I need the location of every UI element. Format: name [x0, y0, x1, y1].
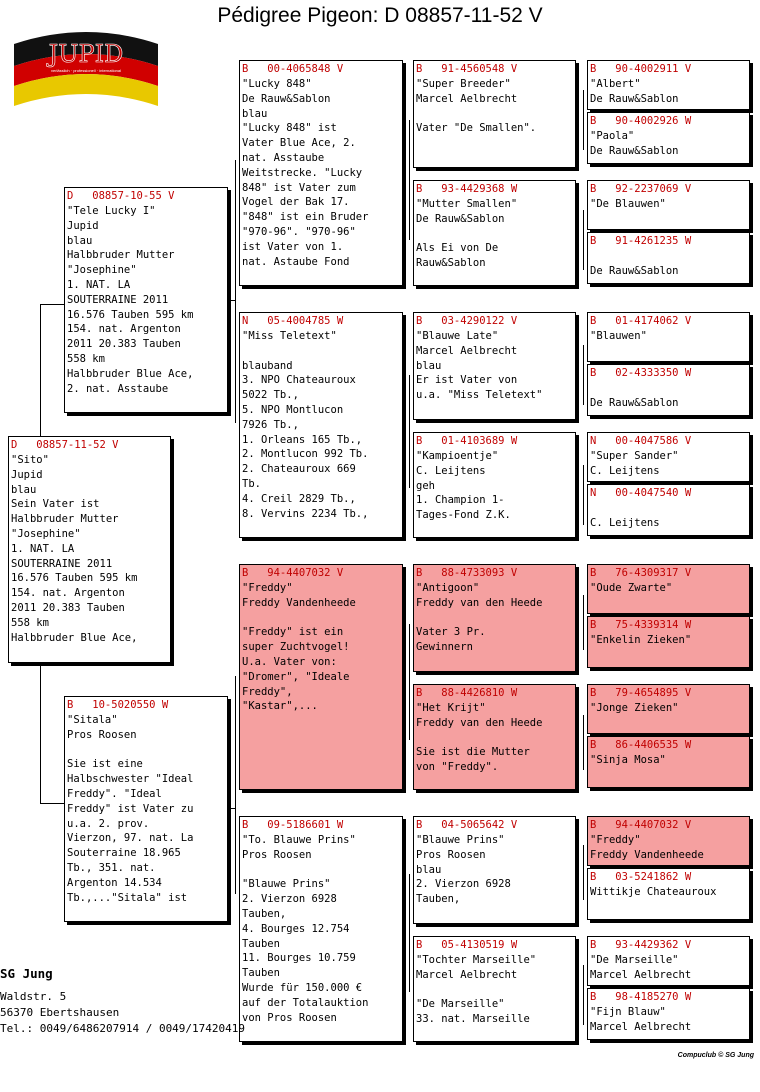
pigeon-card-g5[interactable] — [587, 988, 750, 1040]
ring-number: B 01-4174062 V — [590, 315, 692, 327]
pigeon-card-g5[interactable] — [587, 736, 750, 788]
pigeon-card-g5[interactable] — [587, 312, 750, 362]
pigeon-info-line: "Miss Teletext" — [242, 330, 337, 342]
ring-number: B 03-5241862 W — [590, 871, 692, 883]
pigeon-info-line: auf der Totalauktion — [242, 996, 369, 1009]
pigeon-info-line: De Rauw&Sablon — [590, 92, 679, 105]
pigeon-info-line: Marcel Aelbrecht — [416, 92, 518, 105]
pigeon-info-line: blau — [416, 359, 442, 372]
owner-city: 56370 Ebertshausen — [0, 1006, 120, 1019]
logo-text: JUPID — [48, 40, 124, 68]
pigeon-info-line — [590, 501, 747, 516]
pigeon-info-line: 2. nat. Asstaube — [67, 382, 169, 395]
pigeon-card-fm[interactable] — [239, 312, 403, 538]
ring-number: B 91-4261235 W — [590, 235, 692, 247]
copyright: Compuclub © SG Jung — [677, 1052, 754, 1059]
pigeon-info-line: Freddy Vandenheede — [242, 596, 356, 609]
pigeon-info-line: Pros Roosen — [242, 848, 312, 861]
pigeon-info-line: De Rauw&Sablon — [590, 264, 679, 277]
ring-number: B 86-4406535 W — [590, 739, 692, 751]
connector-line — [235, 676, 236, 894]
pigeon-info-line: 558 km — [67, 352, 105, 365]
connector-line — [409, 874, 410, 992]
pigeon-info-line — [242, 863, 400, 878]
pigeon-info-line: Freddy", — [242, 685, 293, 698]
pigeon-info-line: SOUTERRAINE 2011 — [67, 293, 169, 306]
ring-number: B 10-5020550 W — [67, 699, 169, 711]
pigeon-info-line: von "Freddy". — [416, 761, 499, 774]
pigeon-info-line: Sie ist die Mutter — [416, 746, 530, 759]
pigeon-info-line: "De Blauwen" — [590, 198, 666, 210]
pigeon-info-line — [67, 743, 225, 758]
pigeon-info-line: C. Leijtens — [590, 516, 660, 529]
pigeon-info-line: De Rauw&Sablon — [590, 396, 679, 409]
pigeon-info-line: Halbbruder Mutter — [11, 513, 119, 526]
pigeon-info-line: Marcel Aelbrecht — [416, 968, 518, 981]
pigeon-info-line: Marcel Aelbrecht — [590, 1020, 692, 1033]
pigeon-info-line: "Blauwen" — [590, 330, 647, 342]
pigeon-info-line: Freddy". "Ideal — [67, 787, 162, 800]
jupid-logo — [14, 26, 158, 106]
pigeon-info-line: "Antigoon" — [416, 582, 480, 594]
pigeon-info-line: Jupid — [11, 468, 43, 481]
ring-number: B 98-4185270 W — [590, 991, 692, 1003]
pigeon-info-line: C. Leijtens — [416, 464, 486, 477]
pigeon-card-g5[interactable] — [587, 616, 750, 668]
pigeon-info-line — [416, 983, 573, 998]
pigeon-card-g5[interactable] — [587, 60, 750, 110]
ring-number: B 93-4429368 W — [416, 183, 518, 195]
pigeon-info-line: 1. NAT. LA — [11, 542, 75, 555]
pigeon-info-line — [416, 611, 573, 626]
pigeon-info-line: "Blauwe Prins" — [242, 878, 331, 891]
pigeon-info-line: Tauben, — [242, 907, 287, 920]
pigeon-info-line: 2. Vierzon 6928 — [242, 893, 337, 906]
ring-number: B 92-2237069 V — [590, 183, 692, 195]
pigeon-info-line: blau — [242, 107, 268, 120]
pigeon-info-line: 154. nat. Argenton — [67, 323, 181, 336]
ring-number: B 88-4426810 W — [416, 687, 518, 699]
pigeon-info-line: 5. NPO Montlucon — [242, 403, 344, 416]
pigeon-info-line: Tauben — [242, 967, 280, 980]
pigeon-info-line: 4. Creil 2829 Tb., — [242, 492, 356, 505]
pigeon-info-line: "Freddy" — [590, 834, 641, 846]
pigeon-info-line: "Albert" — [590, 78, 641, 90]
pigeon-info-line: "Super Breeder" — [416, 78, 511, 90]
connector-line — [40, 304, 66, 305]
pigeon-info-line: "Sito" — [11, 454, 49, 466]
pigeon-info-line: von Pros Roosen — [242, 1011, 337, 1024]
ring-number: B 79-4654895 V — [590, 687, 692, 699]
pigeon-info-line: Vater Blue Ace, 2. — [242, 137, 356, 150]
owner-block — [0, 966, 245, 1037]
ring-number: B 93-4429362 V — [590, 939, 692, 951]
pigeon-card-mfm[interactable] — [413, 684, 576, 790]
pigeon-info-line: Freddy Vandenheede — [590, 848, 704, 861]
pigeon-info-line: Rauw&Sablon — [416, 257, 486, 270]
pigeon-info-line: Vogel der Bak 17. — [242, 196, 350, 209]
connector-line — [583, 345, 584, 405]
pigeon-info-line: Wittikje Chateauroux — [590, 886, 717, 898]
pigeon-card-g5[interactable] — [587, 564, 750, 614]
pigeon-info-line: blau — [416, 863, 442, 876]
pigeon-card-fmm[interactable] — [413, 432, 576, 538]
pigeon-card-g5[interactable] — [587, 364, 750, 416]
pigeon-info-line: 154. nat. Argenton — [11, 587, 125, 600]
ring-number: B 90-4002911 V — [590, 63, 692, 75]
pigeon-info-line: U.a. Vater von: — [242, 655, 337, 668]
connector-line — [583, 210, 584, 270]
pigeon-info-line: 2. Montlucon 992 Tb. — [242, 448, 369, 461]
pigeon-info-line: Tauben, — [416, 893, 461, 906]
ring-number: B 75-4339314 W — [590, 619, 692, 631]
connector-line — [228, 808, 236, 809]
connector-line — [40, 803, 66, 804]
pigeon-info-line: blau — [11, 483, 37, 496]
pigeon-info-line: 8. Vervins 2234 Tb., — [242, 507, 369, 520]
pigeon-info-line — [242, 611, 400, 626]
pigeon-info-line — [242, 344, 400, 359]
ring-number: B 03-4290122 V — [416, 315, 518, 327]
pigeon-info-line: "Josephine" — [11, 527, 81, 540]
ring-number: N 00-4047540 W — [590, 487, 692, 499]
pigeon-info-line: Argenton 14.534 — [67, 876, 162, 889]
pigeon-info-line: 4. Bourges 12.754 — [242, 922, 350, 935]
pigeon-info-line: 1. NAT. LA — [67, 278, 131, 291]
pigeon-info-line: "Josephine" — [67, 264, 137, 277]
ring-number: B 00-4065848 V — [242, 63, 344, 75]
ring-number: B 76-4309317 V — [590, 567, 692, 579]
pigeon-info-line: Souterraine 18.965 — [67, 847, 181, 860]
pigeon-info-line: "Fijn Blauw" — [590, 1006, 666, 1018]
pigeon-info-line: blau — [67, 234, 93, 247]
pigeon-info-line: Gewinnern — [416, 641, 473, 654]
pigeon-card-mother[interactable] — [64, 696, 228, 922]
pigeon-info-line: De Rauw&Sablon — [416, 212, 505, 225]
pigeon-card-father[interactable] — [64, 187, 228, 413]
ring-number: D 08857-11-52 V — [11, 439, 119, 451]
pigeon-card-mmm[interactable] — [413, 936, 576, 1042]
pigeon-info-line: 2. Chateauroux 669 — [242, 463, 356, 476]
ring-number: B 90-4002926 W — [590, 115, 692, 127]
pigeon-info-line: "Super Sander" — [590, 450, 679, 462]
pigeon-info-line: 5022 Tb., — [242, 389, 299, 402]
pigeon-info-line: SOUTERRAINE 2011 — [11, 557, 113, 570]
pigeon-info-line: ist Vater von 1. — [242, 240, 344, 253]
pigeon-info-line: u.a. 2. prov. — [67, 817, 150, 830]
pigeon-info-line: Jupid — [67, 219, 99, 232]
pigeon-info-line: De Rauw&Sablon — [590, 144, 679, 157]
pigeon-info-line: Halbschwester "Ideal — [67, 773, 194, 786]
pigeon-info-line: Weitstrecke. "Lucky — [242, 166, 363, 179]
connector-line — [409, 624, 410, 740]
pigeon-card-mf[interactable] — [239, 564, 403, 790]
pigeon-info-line: 16.576 Tauben 595 km — [11, 572, 138, 585]
ring-number: B 01-4103689 W — [416, 435, 518, 447]
pigeon-info-line: Marcel Aelbrecht — [590, 968, 692, 981]
pigeon-info-line: nat. Asstaube — [242, 151, 325, 164]
connector-line — [409, 375, 410, 488]
connector-line — [583, 595, 584, 650]
pigeon-card-g5[interactable] — [587, 232, 750, 284]
pigeon-card-g5[interactable] — [587, 684, 750, 734]
pigeon-info-line: blauband — [242, 359, 293, 372]
pigeon-card-g5[interactable] — [587, 868, 750, 920]
pigeon-info-line: Pros Roosen — [416, 848, 486, 861]
pigeon-info-line: 848" ist Vater zum — [242, 181, 356, 194]
pigeon-info-line: Vater "De Smallen". — [416, 122, 537, 135]
pigeon-card-ffm[interactable] — [413, 180, 576, 286]
pigeon-info-line: nat. Astaube Fond — [242, 255, 350, 268]
pigeon-info-line: Tauben — [242, 937, 280, 950]
pigeon-info-line: Pros Roosen — [67, 728, 137, 741]
ring-number: N 00-4047586 V — [590, 435, 692, 447]
ring-number: B 91-4560548 V — [416, 63, 518, 75]
pigeon-info-line: "Freddy" ist ein — [242, 626, 344, 639]
pigeon-info-line: "Lucky 848" ist — [242, 122, 337, 135]
ring-number: B 94-4407032 V — [590, 819, 692, 831]
owner-name: SG Jung — [0, 966, 53, 981]
pigeon-info-line: C. Leijtens — [590, 464, 660, 477]
pigeon-card-g5[interactable] — [587, 816, 750, 866]
pigeon-info-line: Sein Vater ist — [11, 498, 100, 511]
pigeon-info-line: "Blauwe Late" — [416, 330, 499, 342]
pigeon-info-line — [416, 731, 573, 746]
pigeon-info-line: u.a. "Miss Teletext" — [416, 389, 543, 402]
pigeon-info-line: Tb., 351. nat. — [67, 861, 156, 874]
pigeon-card-fff[interactable] — [413, 60, 576, 168]
pigeon-info-line: "Jonge Zieken" — [590, 702, 679, 714]
pigeon-info-line: 16.576 Tauben 595 km — [67, 308, 194, 321]
pigeon-info-line: "To. Blauwe Prins" — [242, 834, 356, 846]
pigeon-card-mmf[interactable] — [413, 816, 576, 924]
pigeon-info-line: 11. Bourges 10.759 — [242, 952, 356, 965]
pigeon-info-line: 33. nat. Marseille — [416, 1013, 530, 1026]
connector-line — [583, 715, 584, 770]
connector-line — [583, 845, 584, 900]
pigeon-info-line: Er ist Vater von — [416, 374, 518, 387]
ring-number: B 05-4130519 W — [416, 939, 518, 951]
pigeon-info-line: "Oude Zwarte" — [590, 582, 673, 594]
pigeon-card-subject[interactable] — [8, 436, 171, 663]
pigeon-info-line — [416, 227, 573, 242]
pigeon-info-line: Freddy" ist Vater zu — [67, 802, 194, 815]
owner-tel: Tel.: 0049/6486207914 / 0049/17420419 — [0, 1022, 246, 1035]
pigeon-info-line: Marcel Aelbrecht — [416, 344, 518, 357]
pigeon-info-line: "De Marseille" — [416, 998, 505, 1011]
pigeon-info-line: 2011 20.383 Tauben — [67, 338, 181, 351]
pigeon-info-line: Freddy van den Heede — [416, 716, 543, 729]
pigeon-card-fmf[interactable] — [413, 312, 576, 420]
ring-number: B 04-5065642 V — [416, 819, 518, 831]
pigeon-info-line: 558 km — [11, 616, 49, 629]
connector-line — [583, 965, 584, 1025]
pigeon-info-line: Wurde für 150.000 € — [242, 981, 363, 994]
pigeon-card-g5[interactable] — [587, 936, 750, 986]
pigeon-info-line: 1. Orleans 165 Tb., — [242, 433, 363, 446]
pigeon-card-mm[interactable] — [239, 816, 403, 1042]
pigeon-info-line: "Dromer", "Ideale — [242, 670, 350, 683]
pigeon-info-line: 7926 Tb., — [242, 418, 299, 431]
ring-number: B 88-4733093 V — [416, 567, 518, 579]
pigeon-info-line: "Mutter Smallen" — [416, 198, 518, 210]
pigeon-info-line: Als Ei von De — [416, 242, 499, 255]
connector-line — [235, 160, 236, 423]
pigeon-info-line: Halbbruder Blue Ace, — [11, 631, 138, 644]
pigeon-info-line: "970-96". "970-96" — [242, 225, 356, 238]
pigeon-info-line: 1. Champion 1- — [416, 494, 505, 507]
pigeon-info-line: "Lucky 848" — [242, 78, 312, 90]
connector-line — [40, 304, 41, 436]
pigeon-info-line: "Blauwe Prins" — [416, 834, 505, 846]
pigeon-info-line: Sie ist eine — [67, 758, 143, 771]
pigeon-info-line: "De Marseille" — [590, 954, 679, 966]
pigeon-info-line — [590, 249, 747, 264]
pigeon-info-line: "Kastar",... — [242, 700, 318, 713]
pigeon-info-line — [590, 381, 747, 396]
connector-line — [583, 465, 584, 525]
connector-line — [409, 120, 410, 240]
pigeon-info-line: "Tochter Marseille" — [416, 954, 537, 966]
connector-line — [40, 663, 41, 803]
pigeon-info-line: Freddy van den Heede — [416, 596, 543, 609]
pigeon-info-line: Tages-Fond Z.K. — [416, 509, 511, 522]
logo-subtext: verlässlich · professionell · international — [50, 68, 122, 73]
pigeon-info-line: "Sinja Mosa" — [590, 754, 666, 766]
ring-number: D 08857-10-55 V — [67, 190, 175, 202]
pigeon-card-g5[interactable] — [587, 112, 750, 164]
pigeon-info-line: 3. NPO Chateauroux — [242, 374, 356, 387]
pigeon-info-line: 2011 20.383 Tauben — [11, 601, 125, 614]
ring-number: N 05-4004785 W — [242, 315, 344, 327]
pigeon-info-line: 2. Vierzon 6928 — [416, 878, 511, 891]
pigeon-info-line: Tb. — [242, 477, 261, 490]
pigeon-info-line: geh — [416, 479, 435, 492]
pigeon-info-line: "Sitala" — [67, 714, 118, 726]
pigeon-info-line: Vierzon, 97. nat. La — [67, 832, 194, 845]
ring-number: B 94-4407032 V — [242, 567, 344, 579]
pigeon-info-line: Halbbruder Blue Ace, — [67, 367, 194, 380]
pigeon-info-line: Halbbruder Mutter — [67, 249, 175, 262]
pigeon-card-g5[interactable] — [587, 180, 750, 230]
pigeon-card-g5[interactable] — [587, 484, 750, 536]
pigeon-info-line: "Tele Lucky I" — [67, 205, 156, 217]
ring-number: B 02-4333350 W — [590, 367, 692, 379]
pigeon-info-line: "Freddy" — [242, 582, 293, 594]
pigeon-info-line: Tb.,..."Sitala" ist — [67, 891, 188, 904]
page-title: Pédigree Pigeon: D 08857-11-52 V — [217, 4, 543, 27]
pigeon-info-line: "Het Krijt" — [416, 702, 486, 714]
pigeon-info-line: Vater 3 Pr. — [416, 626, 486, 639]
pigeon-info-line: "848" ist ein Bruder — [242, 211, 369, 224]
pigeon-card-mff[interactable] — [413, 564, 576, 672]
pigeon-info-line — [416, 107, 573, 122]
pigeon-info-line: "Paola" — [590, 130, 635, 142]
pigeon-card-ff[interactable] — [239, 60, 403, 286]
pigeon-info-line: De Rauw&Sablon — [242, 92, 331, 105]
pigeon-card-g5[interactable] — [587, 432, 750, 482]
pigeon-info-line: super Zuchtvogel! — [242, 641, 350, 654]
pigeon-info-line: "Kampioentje" — [416, 450, 499, 462]
connector-line — [583, 90, 584, 150]
ring-number: B 09-5186601 W — [242, 819, 344, 831]
connector-line — [228, 300, 236, 301]
pigeon-info-line: "Enkelin Zieken" — [590, 634, 692, 646]
owner-street: Waldstr. 5 — [0, 990, 67, 1003]
